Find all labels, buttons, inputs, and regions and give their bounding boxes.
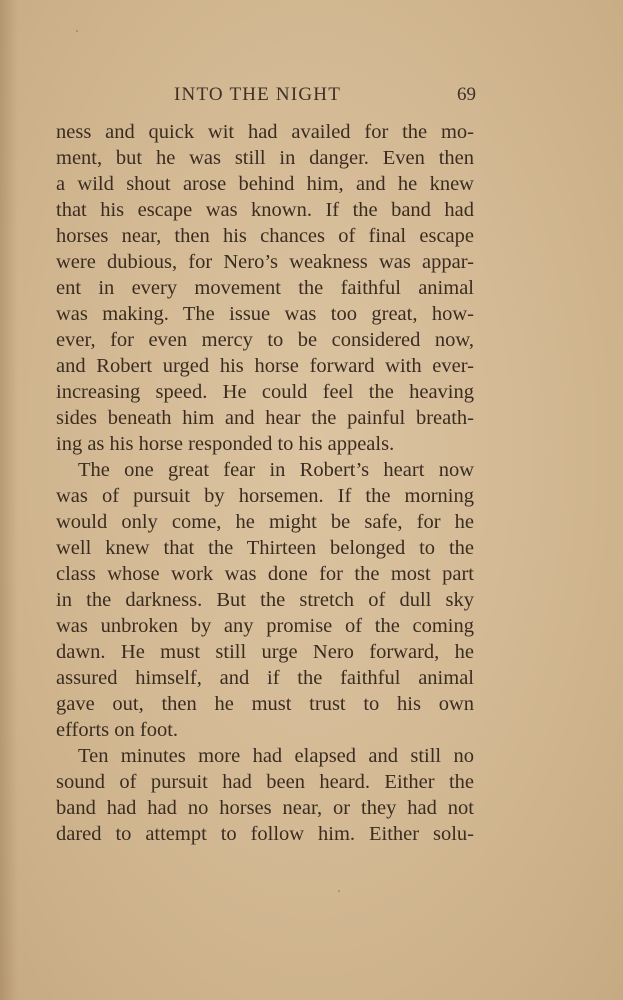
page-number: 69 xyxy=(457,84,476,105)
text-line: in the darkness. But the stretch of dull sky xyxy=(56,589,474,611)
text-line: efforts on foot. xyxy=(56,719,179,741)
running-title: INTO THE NIGHT xyxy=(174,84,342,105)
text-line: was making. The issue was too great, how- xyxy=(56,303,474,325)
text-line: assured himself, and if the faithful animal xyxy=(56,667,474,689)
text-line: horses near, then his chances of final escape xyxy=(56,225,474,247)
text-line: gave out, then he must trust to his own xyxy=(56,693,474,715)
text-line: Ten minutes more had elapsed and still no xyxy=(78,745,474,767)
text-line: band had had no horses near, or they had not xyxy=(56,797,474,819)
paper-speck xyxy=(338,890,340,892)
text-line: sides beneath him and hear the painful breath- xyxy=(56,407,474,429)
text-line: sound of pursuit had been heard. Either the xyxy=(56,771,474,793)
text-line: were dubious, for Nero’s weakness was appar- xyxy=(56,251,474,273)
text-line: and Robert urged his horse forward with ever- xyxy=(56,355,474,377)
text-line: ever, for even mercy to be considered now, xyxy=(56,329,474,351)
text-line: ness and quick wit had availed for the mo- xyxy=(56,121,474,143)
text-line: would only come, he might be safe, for he xyxy=(56,511,474,533)
text-line: that his escape was known. If the band had xyxy=(56,199,474,221)
text-line: class whose work was done for the most part xyxy=(56,563,474,585)
text-line: increasing speed. He could feel the heaving xyxy=(56,381,474,403)
text-line: dawn. He must still urge Nero forward, he xyxy=(56,641,474,663)
text-line: ment, but he was still in danger. Even then xyxy=(56,147,474,169)
spine-shadow xyxy=(0,0,18,1000)
text-line: a wild shout arose behind him, and he knew xyxy=(56,173,474,195)
text-line: was of pursuit by horsemen. If the morning xyxy=(56,485,474,507)
paper-speck xyxy=(76,30,78,32)
text-line: well knew that the Thirteen belonged to the xyxy=(56,537,474,559)
body-text xyxy=(56,119,474,847)
text-line: The one great fear in Robert’s heart now xyxy=(78,459,474,481)
running-head xyxy=(56,84,476,110)
text-line: was unbroken by any promise of the coming xyxy=(56,615,474,637)
text-line: ing as his horse responded to his appeals. xyxy=(56,433,395,455)
text-line: dared to attempt to follow him. Either solu- xyxy=(56,823,474,845)
text-line: ent in every movement the faithful animal xyxy=(56,277,474,299)
